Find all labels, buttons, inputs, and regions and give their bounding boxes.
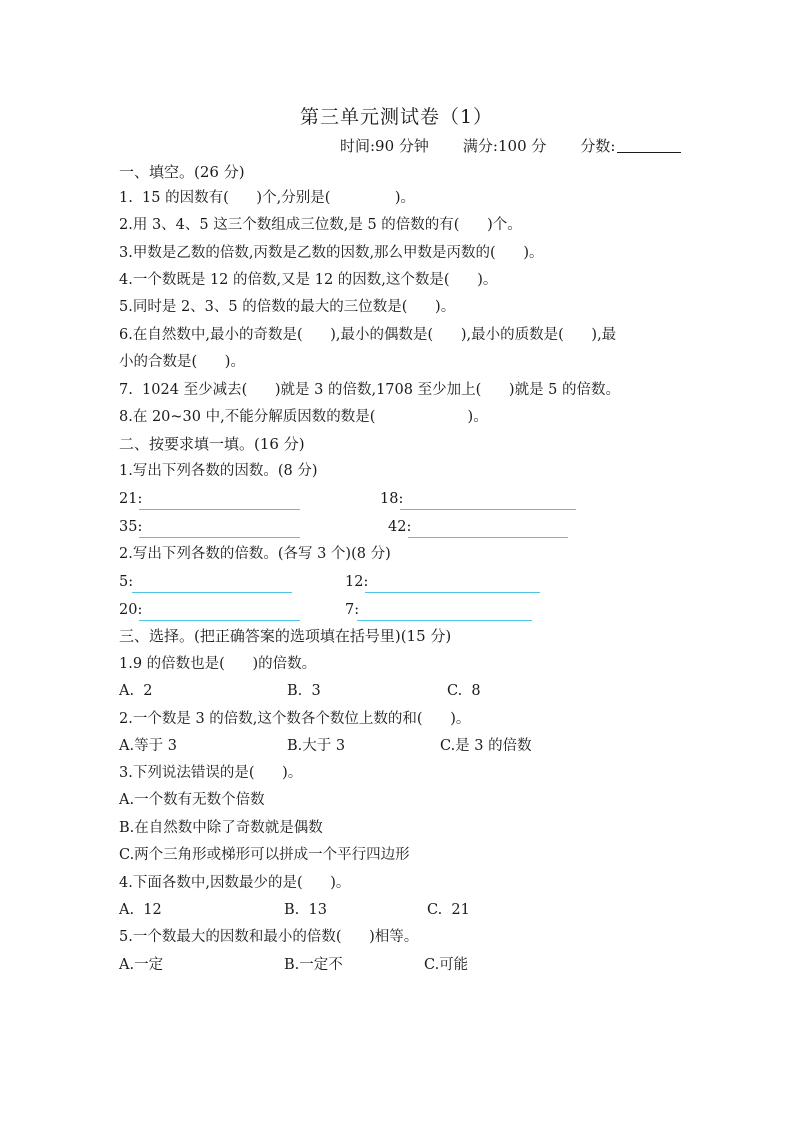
multiple-label-7: 7:	[345, 602, 360, 618]
exam-meta	[340, 135, 681, 156]
s3-q3-option-b[interactable]: B.在自然数中除了奇数就是偶数	[119, 820, 323, 836]
s2-question-1: 1.写出下列各数的因数。(8 分)	[119, 463, 318, 479]
score-field[interactable]	[617, 138, 681, 153]
multiple-label-20: 20:	[119, 602, 143, 618]
full-score: 满分:100 分	[462, 137, 547, 155]
s3-q4-option-c[interactable]: C. 21	[427, 902, 470, 918]
page-title: 第三单元测试卷（1）	[299, 106, 494, 128]
s3-question-1: 1.9 的倍数也是( )的倍数。	[119, 656, 317, 672]
s1-question-8: 8.在 20~30 中,不能分解质因数的数是( )。	[119, 409, 488, 425]
s3-question-4: 4.下面各数中,因数最少的是( )。	[119, 875, 351, 891]
score-label: 分数:	[580, 137, 616, 155]
s3-q1-option-b[interactable]: B. 3	[287, 683, 321, 699]
factor-label-42: 42:	[388, 519, 412, 535]
s1-question-4: 4.一个数既是 12 的倍数,又是 12 的因数,这个数是( )。	[119, 272, 498, 288]
multiple-field-7[interactable]	[357, 620, 532, 621]
factor-label-18: 18:	[380, 491, 404, 507]
s1-question-7: 7. 1024 至少减去( )就是 3 的倍数,1708 至少加上( )就是 5 的倍数。	[119, 382, 621, 398]
s3-q2-option-c[interactable]: C.是 3 的倍数	[440, 738, 532, 754]
s3-q1-option-a[interactable]: A. 2	[119, 683, 153, 699]
s3-q3-option-a[interactable]: A.一个数有无数个倍数	[119, 792, 265, 808]
s3-q2-option-b[interactable]: B.大于 3	[287, 738, 346, 754]
s3-q2-option-a[interactable]: A.等于 3	[119, 738, 177, 754]
section1-heading: 一、填空。(26 分)	[119, 163, 245, 181]
s1-question-6-line1: 6.在自然数中,最小的奇数是( ),最小的偶数是( ),最小的质数是( ),最	[119, 327, 617, 343]
s1-question-6-line2: 小的合数是( )。	[119, 354, 245, 370]
section2-heading: 二、按要求填一填。(16 分)	[119, 435, 305, 453]
s2-question-2: 2.写出下列各数的倍数。(各写 3 个)(8 分)	[119, 546, 391, 562]
multiple-field-5[interactable]	[132, 592, 292, 593]
multiple-label-5: 5:	[119, 574, 134, 590]
s3-q5-option-c[interactable]: C.可能	[424, 957, 469, 973]
s3-question-5: 5.一个数最大的因数和最小的倍数( )相等。	[119, 929, 419, 945]
factor-field-18[interactable]	[400, 509, 576, 510]
s1-question-3: 3.甲数是乙数的倍数,丙数是乙数的因数,那么甲数是丙数的( )。	[119, 245, 544, 261]
s3-q5-option-b[interactable]: B.一定不	[284, 957, 343, 973]
s3-q3-option-c[interactable]: C.两个三角形或梯形可以拼成一个平行四边形	[119, 847, 410, 863]
time-limit: 时间:90 分钟	[340, 137, 429, 155]
multiple-field-12[interactable]	[365, 592, 540, 593]
factor-label-35: 35:	[119, 519, 143, 535]
multiple-field-20[interactable]	[139, 620, 300, 621]
s3-q1-option-c[interactable]: C. 8	[447, 683, 481, 699]
s3-q4-option-a[interactable]: A. 12	[119, 902, 162, 918]
factor-label-21: 21:	[119, 491, 143, 507]
factor-field-35[interactable]	[139, 537, 300, 538]
multiple-label-12: 12:	[345, 574, 369, 590]
section3-heading: 三、选择。(把正确答案的选项填在括号里)(15 分)	[119, 627, 452, 645]
factor-field-42[interactable]	[408, 537, 568, 538]
factor-field-21[interactable]	[139, 509, 300, 510]
s3-question-3: 3.下列说法错误的是( )。	[119, 765, 303, 781]
s3-question-2: 2.一个数是 3 的倍数,这个数各个数位上数的和( )。	[119, 711, 471, 727]
s1-question-1: 1. 15 的因数有( )个,分别是( )。	[119, 190, 416, 206]
s3-q5-option-a[interactable]: A.一定	[119, 957, 164, 973]
s1-question-5: 5.同时是 2、3、5 的倍数的最大的三位数是( )。	[119, 299, 456, 315]
s3-q4-option-b[interactable]: B. 13	[284, 902, 327, 918]
s1-question-2: 2.用 3、4、5 这三个数组成三位数,是 5 的倍数的有( )个。	[119, 217, 522, 233]
